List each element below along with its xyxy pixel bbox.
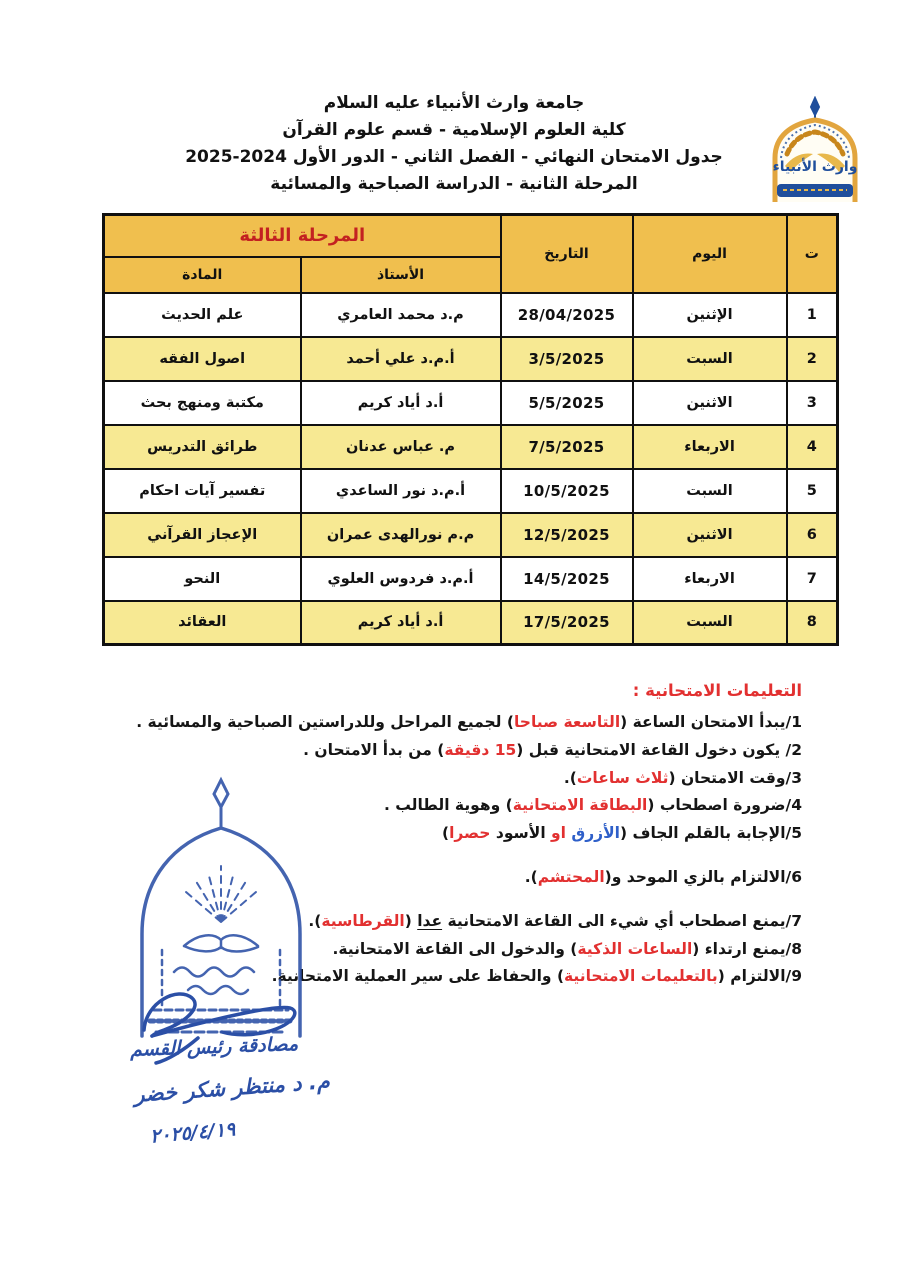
instruction-segment: التاسعة صباحا — [513, 713, 621, 731]
cell-day: الإثنين — [633, 293, 787, 337]
cell-index: 5 — [787, 469, 838, 513]
instruction-line — [102, 709, 802, 737]
cell-index: 2 — [787, 337, 838, 381]
cell-index: 4 — [787, 425, 838, 469]
cell-professor: أ.م.د نور الساعدي — [301, 469, 501, 513]
cell-professor: أ.م.د علي أحمد — [301, 337, 501, 381]
instruction-segment: عدا — [417, 911, 443, 930]
cell-index: 8 — [787, 601, 838, 645]
instruction-segment: حصرا — [449, 824, 491, 843]
cell-date: 7/5/2025 — [501, 425, 633, 469]
cell-date: 28/04/2025 — [501, 293, 633, 337]
instruction-segment: ) — [441, 824, 450, 843]
approver-name: م. د منتظر شكر خضر — [133, 1069, 331, 1107]
cell-professor: م.م نورالهدى عمران — [301, 513, 501, 557]
instruction-segment: الساعات الذكية — [577, 939, 693, 958]
table-row — [104, 469, 838, 513]
table-row — [104, 513, 838, 557]
instruction-segment: 9/الالتزام ( — [717, 967, 802, 986]
instruction-segment: 6/الالتزام بالزي الموحد و( — [604, 867, 802, 886]
table-row — [104, 557, 838, 601]
instruction-segment: ). — [524, 867, 538, 886]
column-header-subject: المادة — [104, 257, 301, 293]
column-header-date: التاريخ — [501, 215, 633, 293]
cell-date: 12/5/2025 — [501, 513, 633, 557]
table-row — [104, 337, 838, 381]
instruction-segment: ) والدخول الى القاعة الامتحانية. — [332, 939, 578, 958]
instruction-line — [102, 737, 802, 765]
instruction-segment: 4/ضرورة اصطحاب ( — [647, 796, 802, 815]
stage-title: المرحلة الثالثة — [104, 215, 501, 257]
instruction-segment: الأسود — [490, 824, 552, 843]
cell-subject: النحو — [104, 557, 301, 601]
cell-professor: م.د محمد العامري — [301, 293, 501, 337]
instruction-segment: بالتعليمات الامتحانية — [564, 967, 718, 986]
cell-subject: علم الحديث — [104, 293, 301, 337]
cell-day: السبت — [633, 469, 787, 513]
instruction-segment: الأزرق — [571, 824, 620, 843]
cell-index: 1 — [787, 293, 838, 337]
approval-text: مصادقة رئيس القسم — [129, 1033, 299, 1061]
cell-day: الاربعاء — [633, 557, 787, 601]
cell-day: الاثنين — [633, 381, 787, 425]
header-line-schedule: جدول الامتحان النهائي - الفصل الثاني - الدور الأول 2024‏-‏2025 — [185, 147, 723, 167]
header-line-college: كلية العلوم الإسلامية - قسم علوم القرآن — [282, 120, 626, 140]
cell-subject: تفسير آيات احكام — [104, 469, 301, 513]
instruction-segment: 5/الإجابة بالقلم الجاف ( — [619, 824, 802, 843]
cell-professor: أ.د أياد كريم — [301, 381, 501, 425]
instruction-segment: 15 دقيقة — [444, 740, 517, 759]
cell-day: السبت — [633, 337, 787, 381]
cell-index: 6 — [787, 513, 838, 557]
cell-date: 14/5/2025 — [501, 557, 633, 601]
university-logo — [759, 96, 871, 208]
column-header-professor: الأستاذ — [301, 257, 501, 293]
table-row — [104, 293, 838, 337]
column-header-day: اليوم — [633, 215, 787, 293]
cell-day: الاربعاء — [633, 425, 787, 469]
instruction-segment: ). — [308, 911, 322, 930]
instruction-segment: ) من بدأ الامتحان . — [303, 740, 445, 759]
instruction-segment: 3/وقت الامتحان ( — [668, 768, 802, 787]
instruction-segment: ثلاث ساعات — [576, 768, 669, 787]
cell-index: 7 — [787, 557, 838, 601]
instruction-segment: او — [551, 824, 566, 843]
cell-subject: اصول الفقه — [104, 337, 301, 381]
instructions-title: التعليمات الامتحانية : — [632, 681, 802, 700]
column-header-index: ت — [787, 215, 838, 293]
instruction-segment: المحتشم — [537, 867, 605, 886]
table-row — [104, 381, 838, 425]
cell-date: 3/5/2025 — [501, 337, 633, 381]
instruction-segment: ) لجميع المراحل وللدراستين الصباحية والمسائية . — [136, 713, 514, 731]
instruction-segment: البطاقة الامتحانية — [512, 796, 648, 815]
cell-date: 10/5/2025 — [501, 469, 633, 513]
cell-professor: أ.م.د فردوس العلوي — [301, 557, 501, 601]
cell-professor: أ.د أياد كريم — [301, 601, 501, 645]
header-line-university: جامعة وارث الأنبياء عليه السلام — [323, 93, 585, 113]
cell-subject: مكتبة ومنهج بحث — [104, 381, 301, 425]
cell-day: السبت — [633, 601, 787, 645]
exam-schedule-table — [102, 213, 839, 646]
exam-table-body — [104, 293, 838, 645]
instruction-segment: 8/يمنع ارتداء ( — [692, 939, 802, 958]
logo-center-text: وارث الأنبياء — [772, 159, 858, 175]
cell-date: 17/5/2025 — [501, 601, 633, 645]
header-line-stage: المرحلة الثانية - الدراسة الصباحية والمسائية — [270, 174, 638, 194]
instruction-segment: ) والحفاظ على سير العملية الامتحانية. — [271, 967, 565, 986]
table-row — [104, 601, 838, 645]
cell-subject: الإعجاز القرآني — [104, 513, 301, 557]
cell-subject: طرائق التدريس — [104, 425, 301, 469]
instruction-segment: ). — [563, 768, 577, 787]
cell-subject: العقائد — [104, 601, 301, 645]
instruction-segment: 1/يبدأ الامتحان الساعة ( — [620, 713, 802, 731]
table-row — [104, 425, 838, 469]
cell-day: الاثنين — [633, 513, 787, 557]
instruction-segment: ) وهوية الطالب . — [383, 796, 513, 815]
cell-professor: م. عباس عدنان — [301, 425, 501, 469]
approval-date: ٢٠٢٥/٤/١٩ — [149, 1118, 237, 1148]
instruction-segment: ( — [404, 911, 418, 930]
cell-date: 5/5/2025 — [501, 381, 633, 425]
instruction-segment: 2/ يكون دخول القاعة الامتحانية قبل ( — [516, 740, 802, 759]
instruction-segment: القرطاسية — [321, 911, 405, 930]
instruction-segment: 7/يمنع اصطحاب أي شيء الى القاعة الامتحانية — [442, 911, 802, 930]
university-emblem-icon — [759, 96, 871, 208]
cell-index: 3 — [787, 381, 838, 425]
